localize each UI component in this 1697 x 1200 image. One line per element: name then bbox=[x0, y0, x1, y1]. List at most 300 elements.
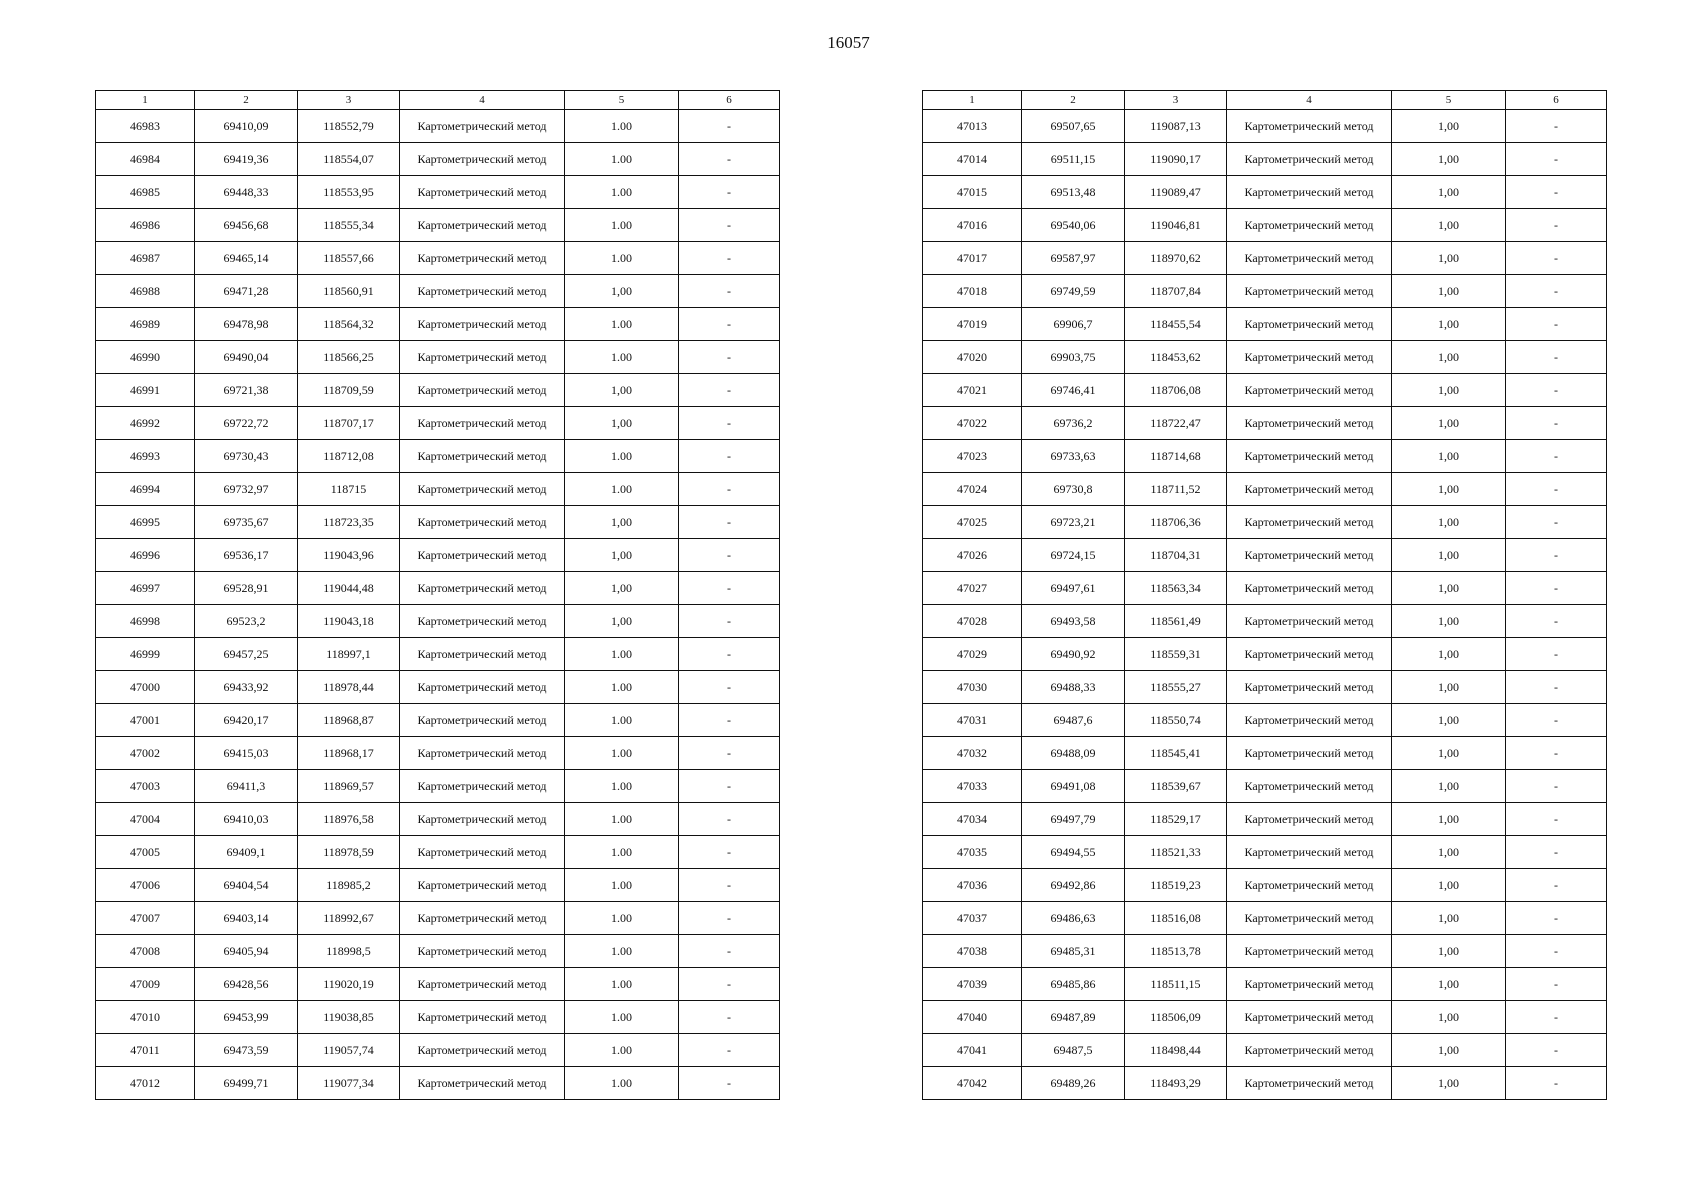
method-cell: Картометрический метод bbox=[1227, 1001, 1392, 1034]
accuracy-cell: 1,00 bbox=[1392, 209, 1506, 242]
table-row bbox=[96, 1034, 780, 1067]
method-cell: Картометрический метод bbox=[1227, 671, 1392, 704]
y-coordinate-cell: 118714,68 bbox=[1125, 440, 1227, 473]
method-cell: Картометрический метод bbox=[1227, 869, 1392, 902]
point-number-cell: 47022 bbox=[923, 407, 1022, 440]
method-cell: Картометрический метод bbox=[1227, 308, 1392, 341]
table-row bbox=[923, 209, 1607, 242]
y-coordinate-cell: 118555,27 bbox=[1125, 671, 1227, 704]
point-number-cell: 47014 bbox=[923, 143, 1022, 176]
accuracy-cell: 1.00 bbox=[565, 803, 679, 836]
point-number-cell: 47003 bbox=[96, 770, 195, 803]
x-coordinate-cell: 69485,86 bbox=[1022, 968, 1125, 1001]
y-coordinate-cell: 118521,33 bbox=[1125, 836, 1227, 869]
note-cell: - bbox=[679, 209, 780, 242]
table-row bbox=[96, 209, 780, 242]
y-coordinate-cell: 119046,81 bbox=[1125, 209, 1227, 242]
table-row bbox=[923, 275, 1607, 308]
x-coordinate-cell: 69723,21 bbox=[1022, 506, 1125, 539]
point-number-cell: 47041 bbox=[923, 1034, 1022, 1067]
column-header: 1 bbox=[923, 91, 1022, 110]
point-number-cell: 46989 bbox=[96, 308, 195, 341]
x-coordinate-cell: 69487,6 bbox=[1022, 704, 1125, 737]
note-cell: - bbox=[1506, 242, 1607, 275]
method-cell: Картометрический метод bbox=[1227, 836, 1392, 869]
note-cell: - bbox=[1506, 671, 1607, 704]
note-cell: - bbox=[1506, 407, 1607, 440]
y-coordinate-cell: 118566,25 bbox=[298, 341, 400, 374]
accuracy-cell: 1.00 bbox=[565, 737, 679, 770]
accuracy-cell: 1,00 bbox=[1392, 407, 1506, 440]
table-row bbox=[96, 572, 780, 605]
y-coordinate-cell: 118516,08 bbox=[1125, 902, 1227, 935]
table-row bbox=[923, 803, 1607, 836]
note-cell: - bbox=[1506, 803, 1607, 836]
y-coordinate-cell: 118704,31 bbox=[1125, 539, 1227, 572]
y-coordinate-cell: 118722,47 bbox=[1125, 407, 1227, 440]
accuracy-cell: 1,00 bbox=[1392, 539, 1506, 572]
point-number-cell: 47011 bbox=[96, 1034, 195, 1067]
accuracy-cell: 1.00 bbox=[565, 869, 679, 902]
point-number-cell: 47012 bbox=[96, 1067, 195, 1100]
note-cell: - bbox=[679, 803, 780, 836]
x-coordinate-cell: 69732,97 bbox=[195, 473, 298, 506]
table-row bbox=[923, 440, 1607, 473]
x-coordinate-cell: 69465,14 bbox=[195, 242, 298, 275]
y-coordinate-cell: 118715 bbox=[298, 473, 400, 506]
table-row bbox=[923, 341, 1607, 374]
point-number-cell: 47039 bbox=[923, 968, 1022, 1001]
x-coordinate-cell: 69492,86 bbox=[1022, 869, 1125, 902]
accuracy-cell: 1,00 bbox=[1392, 572, 1506, 605]
method-cell: Картометрический метод bbox=[400, 242, 565, 275]
point-number-cell: 47007 bbox=[96, 902, 195, 935]
note-cell: - bbox=[679, 440, 780, 473]
y-coordinate-cell: 118559,31 bbox=[1125, 638, 1227, 671]
table-row bbox=[96, 869, 780, 902]
y-coordinate-cell: 118529,17 bbox=[1125, 803, 1227, 836]
accuracy-cell: 1.00 bbox=[565, 902, 679, 935]
y-coordinate-cell: 119044,48 bbox=[298, 572, 400, 605]
x-coordinate-cell: 69405,94 bbox=[195, 935, 298, 968]
table-row bbox=[96, 539, 780, 572]
method-cell: Картометрический метод bbox=[400, 968, 565, 1001]
table-header-row bbox=[923, 91, 1607, 110]
note-cell: - bbox=[679, 836, 780, 869]
x-coordinate-cell: 69488,33 bbox=[1022, 671, 1125, 704]
point-number-cell: 47028 bbox=[923, 605, 1022, 638]
y-coordinate-cell: 118539,67 bbox=[1125, 770, 1227, 803]
y-coordinate-cell: 118545,41 bbox=[1125, 737, 1227, 770]
note-cell: - bbox=[1506, 1001, 1607, 1034]
y-coordinate-cell: 118554,07 bbox=[298, 143, 400, 176]
point-number-cell: 47036 bbox=[923, 869, 1022, 902]
table-row bbox=[96, 737, 780, 770]
note-cell: - bbox=[1506, 704, 1607, 737]
accuracy-cell: 1.00 bbox=[565, 473, 679, 506]
accuracy-cell: 1.00 bbox=[565, 770, 679, 803]
method-cell: Картометрический метод bbox=[1227, 1034, 1392, 1067]
table-row bbox=[96, 803, 780, 836]
accuracy-cell: 1,00 bbox=[565, 506, 679, 539]
note-cell: - bbox=[1506, 539, 1607, 572]
note-cell: - bbox=[1506, 869, 1607, 902]
method-cell: Картометрический метод bbox=[1227, 242, 1392, 275]
note-cell: - bbox=[679, 935, 780, 968]
y-coordinate-cell: 118561,49 bbox=[1125, 605, 1227, 638]
point-number-cell: 47038 bbox=[923, 935, 1022, 968]
method-cell: Картометрический метод bbox=[400, 143, 565, 176]
coordinates-table-right bbox=[922, 90, 1607, 1100]
table-row bbox=[96, 968, 780, 1001]
y-coordinate-cell: 118550,74 bbox=[1125, 704, 1227, 737]
accuracy-cell: 1,00 bbox=[1392, 605, 1506, 638]
column-header: 5 bbox=[565, 91, 679, 110]
y-coordinate-cell: 119057,74 bbox=[298, 1034, 400, 1067]
accuracy-cell: 1.00 bbox=[565, 671, 679, 704]
table-row bbox=[96, 671, 780, 704]
column-header: 2 bbox=[1022, 91, 1125, 110]
table-row bbox=[923, 935, 1607, 968]
note-cell: - bbox=[679, 407, 780, 440]
table-row bbox=[96, 308, 780, 341]
table-row bbox=[923, 836, 1607, 869]
method-cell: Картометрический метод bbox=[400, 704, 565, 737]
note-cell: - bbox=[1506, 902, 1607, 935]
point-number-cell: 47013 bbox=[923, 110, 1022, 143]
accuracy-cell: 1.00 bbox=[565, 308, 679, 341]
table-row bbox=[96, 935, 780, 968]
table-row bbox=[96, 473, 780, 506]
x-coordinate-cell: 69730,8 bbox=[1022, 473, 1125, 506]
y-coordinate-cell: 118493,29 bbox=[1125, 1067, 1227, 1100]
method-cell: Картометрический метод bbox=[1227, 473, 1392, 506]
note-cell: - bbox=[679, 902, 780, 935]
table-row bbox=[923, 704, 1607, 737]
method-cell: Картометрический метод bbox=[400, 737, 565, 770]
method-cell: Картометрический метод bbox=[1227, 209, 1392, 242]
table-row bbox=[96, 110, 780, 143]
y-coordinate-cell: 118706,08 bbox=[1125, 374, 1227, 407]
y-coordinate-cell: 118712,08 bbox=[298, 440, 400, 473]
note-cell: - bbox=[1506, 737, 1607, 770]
accuracy-cell: 1.00 bbox=[565, 110, 679, 143]
point-number-cell: 46993 bbox=[96, 440, 195, 473]
accuracy-cell: 1.00 bbox=[565, 440, 679, 473]
table-row bbox=[923, 968, 1607, 1001]
table-row bbox=[96, 407, 780, 440]
y-coordinate-cell: 119077,34 bbox=[298, 1067, 400, 1100]
point-number-cell: 46984 bbox=[96, 143, 195, 176]
point-number-cell: 47006 bbox=[96, 869, 195, 902]
note-cell: - bbox=[679, 605, 780, 638]
note-cell: - bbox=[679, 1001, 780, 1034]
note-cell: - bbox=[679, 704, 780, 737]
note-cell: - bbox=[679, 770, 780, 803]
y-coordinate-cell: 118511,15 bbox=[1125, 968, 1227, 1001]
note-cell: - bbox=[679, 1034, 780, 1067]
x-coordinate-cell: 69587,97 bbox=[1022, 242, 1125, 275]
y-coordinate-cell: 118453,62 bbox=[1125, 341, 1227, 374]
point-number-cell: 46996 bbox=[96, 539, 195, 572]
coordinates-table-left bbox=[95, 90, 780, 1100]
y-coordinate-cell: 118978,44 bbox=[298, 671, 400, 704]
point-number-cell: 47019 bbox=[923, 308, 1022, 341]
note-cell: - bbox=[679, 671, 780, 704]
accuracy-cell: 1,00 bbox=[1392, 341, 1506, 374]
table-row bbox=[923, 572, 1607, 605]
point-number-cell: 46992 bbox=[96, 407, 195, 440]
point-number-cell: 47042 bbox=[923, 1067, 1022, 1100]
accuracy-cell: 1.00 bbox=[565, 968, 679, 1001]
x-coordinate-cell: 69489,26 bbox=[1022, 1067, 1125, 1100]
table-row bbox=[923, 638, 1607, 671]
point-number-cell: 47000 bbox=[96, 671, 195, 704]
table-row bbox=[923, 242, 1607, 275]
x-coordinate-cell: 69471,28 bbox=[195, 275, 298, 308]
point-number-cell: 46988 bbox=[96, 275, 195, 308]
x-coordinate-cell: 69523,2 bbox=[195, 605, 298, 638]
column-header: 6 bbox=[679, 91, 780, 110]
table-header-row bbox=[96, 91, 780, 110]
method-cell: Картометрический метод bbox=[400, 374, 565, 407]
point-number-cell: 47040 bbox=[923, 1001, 1022, 1034]
y-coordinate-cell: 119089,47 bbox=[1125, 176, 1227, 209]
point-number-cell: 47009 bbox=[96, 968, 195, 1001]
column-header: 1 bbox=[96, 91, 195, 110]
point-number-cell: 47031 bbox=[923, 704, 1022, 737]
accuracy-cell: 1.00 bbox=[565, 836, 679, 869]
accuracy-cell: 1,00 bbox=[1392, 968, 1506, 1001]
point-number-cell: 46999 bbox=[96, 638, 195, 671]
point-number-cell: 46990 bbox=[96, 341, 195, 374]
accuracy-cell: 1,00 bbox=[565, 605, 679, 638]
accuracy-cell: 1,00 bbox=[1392, 704, 1506, 737]
method-cell: Картометрический метод bbox=[400, 473, 565, 506]
point-number-cell: 47005 bbox=[96, 836, 195, 869]
x-coordinate-cell: 69456,68 bbox=[195, 209, 298, 242]
method-cell: Картометрический метод bbox=[1227, 374, 1392, 407]
point-number-cell: 47037 bbox=[923, 902, 1022, 935]
method-cell: Картометрический метод bbox=[400, 1001, 565, 1034]
point-number-cell: 47018 bbox=[923, 275, 1022, 308]
note-cell: - bbox=[1506, 572, 1607, 605]
accuracy-cell: 1,00 bbox=[1392, 935, 1506, 968]
table-row bbox=[923, 671, 1607, 704]
x-coordinate-cell: 69746,41 bbox=[1022, 374, 1125, 407]
table-row bbox=[923, 176, 1607, 209]
y-coordinate-cell: 118555,34 bbox=[298, 209, 400, 242]
accuracy-cell: 1,00 bbox=[1392, 1001, 1506, 1034]
x-coordinate-cell: 69494,55 bbox=[1022, 836, 1125, 869]
table-row bbox=[96, 374, 780, 407]
method-cell: Картометрический метод bbox=[400, 506, 565, 539]
x-coordinate-cell: 69493,58 bbox=[1022, 605, 1125, 638]
table-row bbox=[96, 1067, 780, 1100]
accuracy-cell: 1,00 bbox=[1392, 1034, 1506, 1067]
note-cell: - bbox=[679, 572, 780, 605]
x-coordinate-cell: 69528,91 bbox=[195, 572, 298, 605]
y-coordinate-cell: 118707,17 bbox=[298, 407, 400, 440]
table-row bbox=[923, 1034, 1607, 1067]
point-number-cell: 46998 bbox=[96, 605, 195, 638]
x-coordinate-cell: 69499,71 bbox=[195, 1067, 298, 1100]
note-cell: - bbox=[1506, 110, 1607, 143]
y-coordinate-cell: 118557,66 bbox=[298, 242, 400, 275]
x-coordinate-cell: 69906,7 bbox=[1022, 308, 1125, 341]
accuracy-cell: 1.00 bbox=[565, 935, 679, 968]
column-header: 4 bbox=[400, 91, 565, 110]
point-number-cell: 47027 bbox=[923, 572, 1022, 605]
table-row bbox=[923, 473, 1607, 506]
x-coordinate-cell: 69487,89 bbox=[1022, 1001, 1125, 1034]
y-coordinate-cell: 118560,91 bbox=[298, 275, 400, 308]
note-cell: - bbox=[679, 242, 780, 275]
x-coordinate-cell: 69428,56 bbox=[195, 968, 298, 1001]
method-cell: Картометрический метод bbox=[1227, 770, 1392, 803]
column-header: 6 bbox=[1506, 91, 1607, 110]
y-coordinate-cell: 118709,59 bbox=[298, 374, 400, 407]
point-number-cell: 47017 bbox=[923, 242, 1022, 275]
point-number-cell: 47001 bbox=[96, 704, 195, 737]
accuracy-cell: 1,00 bbox=[1392, 803, 1506, 836]
y-coordinate-cell: 119043,96 bbox=[298, 539, 400, 572]
table-row bbox=[923, 737, 1607, 770]
y-coordinate-cell: 118563,34 bbox=[1125, 572, 1227, 605]
point-number-cell: 47033 bbox=[923, 770, 1022, 803]
y-coordinate-cell: 118978,59 bbox=[298, 836, 400, 869]
y-coordinate-cell: 118997,1 bbox=[298, 638, 400, 671]
note-cell: - bbox=[679, 968, 780, 1001]
y-coordinate-cell: 118976,58 bbox=[298, 803, 400, 836]
method-cell: Картометрический метод bbox=[400, 803, 565, 836]
point-number-cell: 46994 bbox=[96, 473, 195, 506]
x-coordinate-cell: 69410,09 bbox=[195, 110, 298, 143]
x-coordinate-cell: 69513,48 bbox=[1022, 176, 1125, 209]
accuracy-cell: 1,00 bbox=[1392, 869, 1506, 902]
note-cell: - bbox=[1506, 176, 1607, 209]
note-cell: - bbox=[1506, 275, 1607, 308]
y-coordinate-cell: 119020,19 bbox=[298, 968, 400, 1001]
x-coordinate-cell: 69724,15 bbox=[1022, 539, 1125, 572]
point-number-cell: 46991 bbox=[96, 374, 195, 407]
x-coordinate-cell: 69721,38 bbox=[195, 374, 298, 407]
x-coordinate-cell: 69473,59 bbox=[195, 1034, 298, 1067]
table-row bbox=[96, 902, 780, 935]
y-coordinate-cell: 118706,36 bbox=[1125, 506, 1227, 539]
note-cell: - bbox=[1506, 770, 1607, 803]
table-row bbox=[923, 869, 1607, 902]
note-cell: - bbox=[679, 506, 780, 539]
point-number-cell: 47015 bbox=[923, 176, 1022, 209]
method-cell: Картометрический метод bbox=[1227, 902, 1392, 935]
table-row bbox=[96, 770, 780, 803]
table-row bbox=[923, 902, 1607, 935]
y-coordinate-cell: 118552,79 bbox=[298, 110, 400, 143]
note-cell: - bbox=[1506, 968, 1607, 1001]
accuracy-cell: 1,00 bbox=[1392, 638, 1506, 671]
y-coordinate-cell: 119038,85 bbox=[298, 1001, 400, 1034]
x-coordinate-cell: 69448,33 bbox=[195, 176, 298, 209]
y-coordinate-cell: 118711,52 bbox=[1125, 473, 1227, 506]
x-coordinate-cell: 69507,65 bbox=[1022, 110, 1125, 143]
note-cell: - bbox=[1506, 473, 1607, 506]
accuracy-cell: 1,00 bbox=[565, 407, 679, 440]
point-number-cell: 46986 bbox=[96, 209, 195, 242]
y-coordinate-cell: 118519,23 bbox=[1125, 869, 1227, 902]
x-coordinate-cell: 69403,14 bbox=[195, 902, 298, 935]
accuracy-cell: 1,00 bbox=[1392, 770, 1506, 803]
y-coordinate-cell: 118455,54 bbox=[1125, 308, 1227, 341]
column-header: 2 bbox=[195, 91, 298, 110]
point-number-cell: 47035 bbox=[923, 836, 1022, 869]
y-coordinate-cell: 118707,84 bbox=[1125, 275, 1227, 308]
accuracy-cell: 1,00 bbox=[1392, 275, 1506, 308]
point-number-cell: 47008 bbox=[96, 935, 195, 968]
accuracy-cell: 1,00 bbox=[1392, 737, 1506, 770]
table-row bbox=[96, 440, 780, 473]
x-coordinate-cell: 69404,54 bbox=[195, 869, 298, 902]
accuracy-cell: 1,00 bbox=[1392, 242, 1506, 275]
x-coordinate-cell: 69485,31 bbox=[1022, 935, 1125, 968]
x-coordinate-cell: 69730,43 bbox=[195, 440, 298, 473]
method-cell: Картометрический метод bbox=[400, 1034, 565, 1067]
method-cell: Картометрический метод bbox=[1227, 176, 1392, 209]
x-coordinate-cell: 69487,5 bbox=[1022, 1034, 1125, 1067]
method-cell: Картометрический метод bbox=[400, 110, 565, 143]
method-cell: Картометрический метод bbox=[1227, 638, 1392, 671]
table-row bbox=[96, 275, 780, 308]
method-cell: Картометрический метод bbox=[400, 671, 565, 704]
y-coordinate-cell: 118968,17 bbox=[298, 737, 400, 770]
x-coordinate-cell: 69749,59 bbox=[1022, 275, 1125, 308]
method-cell: Картометрический метод bbox=[400, 176, 565, 209]
method-cell: Картометрический метод bbox=[400, 605, 565, 638]
method-cell: Картометрический метод bbox=[400, 1067, 565, 1100]
method-cell: Картометрический метод bbox=[1227, 407, 1392, 440]
method-cell: Картометрический метод bbox=[1227, 605, 1392, 638]
x-coordinate-cell: 69490,04 bbox=[195, 341, 298, 374]
accuracy-cell: 1,00 bbox=[565, 572, 679, 605]
accuracy-cell: 1,00 bbox=[1392, 143, 1506, 176]
table-row bbox=[923, 143, 1607, 176]
point-number-cell: 46997 bbox=[96, 572, 195, 605]
point-number-cell: 46983 bbox=[96, 110, 195, 143]
x-coordinate-cell: 69490,92 bbox=[1022, 638, 1125, 671]
note-cell: - bbox=[1506, 143, 1607, 176]
table-row bbox=[923, 308, 1607, 341]
table-row bbox=[96, 836, 780, 869]
method-cell: Картометрический метод bbox=[1227, 935, 1392, 968]
note-cell: - bbox=[679, 1067, 780, 1100]
method-cell: Картометрический метод bbox=[1227, 110, 1392, 143]
method-cell: Картометрический метод bbox=[400, 572, 565, 605]
column-header: 3 bbox=[1125, 91, 1227, 110]
column-header: 3 bbox=[298, 91, 400, 110]
y-coordinate-cell: 118553,95 bbox=[298, 176, 400, 209]
accuracy-cell: 1,00 bbox=[1392, 671, 1506, 704]
x-coordinate-cell: 69453,99 bbox=[195, 1001, 298, 1034]
method-cell: Картометрический метод bbox=[400, 539, 565, 572]
table-row bbox=[923, 506, 1607, 539]
table-row bbox=[96, 242, 780, 275]
accuracy-cell: 1.00 bbox=[565, 143, 679, 176]
x-coordinate-cell: 69488,09 bbox=[1022, 737, 1125, 770]
x-coordinate-cell: 69420,17 bbox=[195, 704, 298, 737]
x-coordinate-cell: 69410,03 bbox=[195, 803, 298, 836]
table-row bbox=[923, 770, 1607, 803]
x-coordinate-cell: 69736,2 bbox=[1022, 407, 1125, 440]
